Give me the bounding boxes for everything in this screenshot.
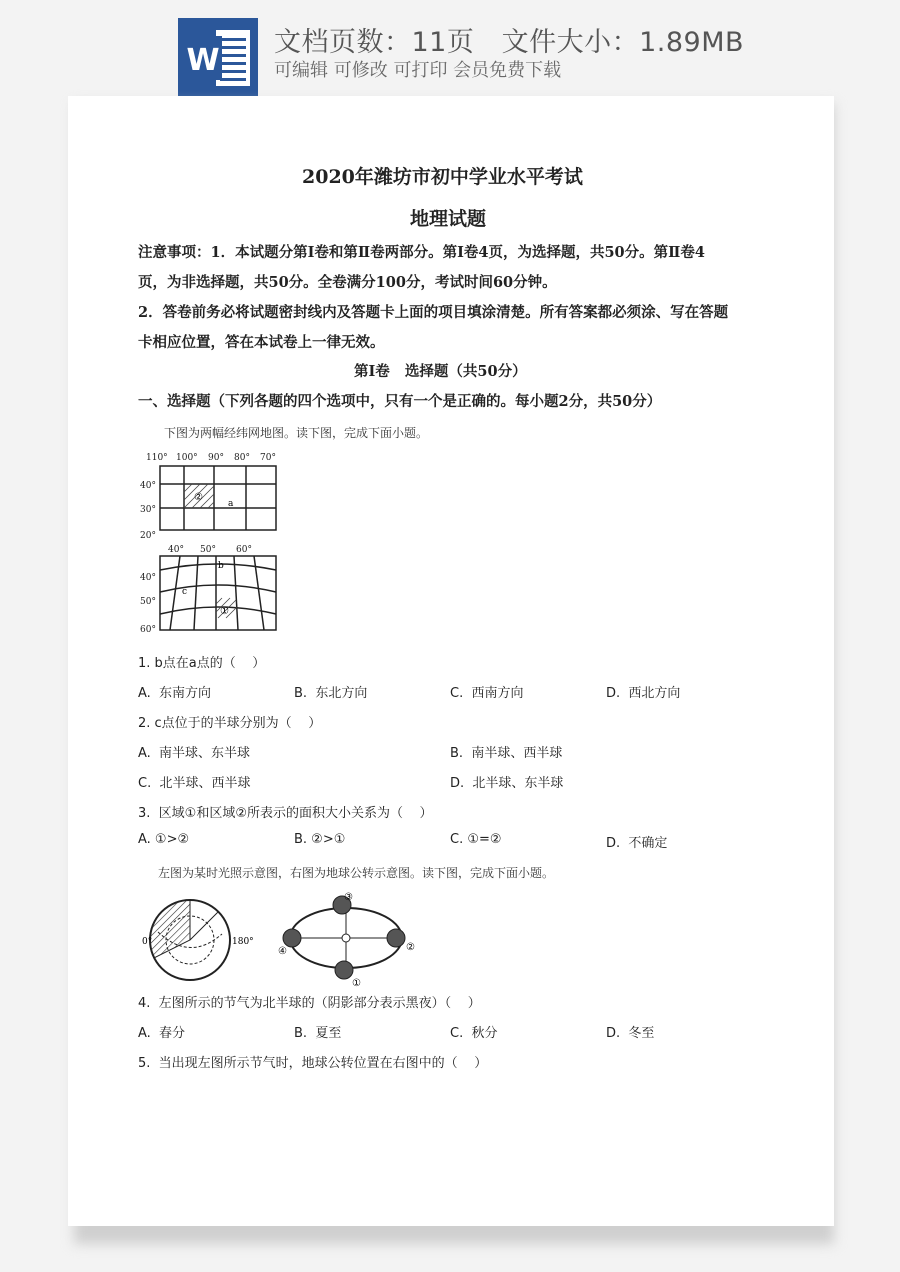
doc-features-line: 可编辑 可修改 可打印 会员免费下载 (274, 60, 562, 81)
orbit-diagram (274, 892, 424, 988)
q2-option-b: B. 南半球、西半球 (450, 746, 563, 761)
illum-label-0: 0° (142, 937, 153, 947)
illumination-diagram (138, 892, 258, 988)
section-heading: 第Ⅰ卷 选择题（共50分） (354, 363, 527, 380)
notice-1a: 注意事项：1．本试题分第Ⅰ卷和第Ⅱ卷两部分。第Ⅰ卷4页，为选择题，共50分。第Ⅱ卷4 (138, 244, 705, 261)
q4-option-d: D. 冬至 (606, 1026, 655, 1041)
question-2: 2. c点位于的半球分别为（ ） (138, 716, 322, 731)
map1-lat-label: 30° (140, 505, 156, 515)
map2-region-label: ① (220, 606, 229, 617)
orbit-pos-label: ③ (344, 892, 353, 903)
map2-lat-label: 40° (140, 573, 156, 583)
map1-lon-label: 90° (208, 453, 224, 463)
intro-text-2: 左图为某时光照示意图，右图为地球公转示意图。读下图，完成下面小题。 (158, 866, 555, 880)
question-5: 5. 当出现左图所示节气时，地球公转位置在右图中的（ ） (138, 1056, 488, 1071)
map1-lon-label: 100° (176, 453, 198, 463)
orbit-pos-label: ② (406, 942, 415, 953)
map1-lon-label: 110° (146, 453, 168, 463)
q1-option-d: D. 西北方向 (606, 686, 681, 701)
orbit-pos-label: ① (352, 978, 361, 988)
question-3: 3. 区域①和区域②所表示的面积大小关系为（ ） (138, 806, 433, 821)
q1-option-b: B. 东北方向 (294, 686, 368, 701)
q3-option-c: C. ①=② (450, 832, 502, 847)
map1-lat-label: 20° (140, 531, 156, 541)
q4-option-a: A. 春分 (138, 1026, 186, 1041)
graticule-map-2 (132, 540, 302, 640)
map1-region-label: ② (194, 492, 203, 503)
q4-option-b: B. 夏至 (294, 1026, 342, 1041)
q3-option-d: D. 不确定 (606, 836, 668, 851)
map2-lon-label: 40° (168, 545, 184, 555)
question-1: 1. b点在a点的（ ） (138, 656, 266, 671)
notice-1b: 页，为非选择题，共50分。全卷满分100分，考试时间60分钟。 (138, 274, 557, 291)
svg-text:W: W (186, 43, 220, 78)
doc-title: 2020年潍坊市初中学业水平考试 (302, 166, 583, 188)
header-banner (0, 0, 900, 96)
intro-text-1: 下图为两幅经纬网地图。读下图，完成下面小题。 (164, 426, 429, 440)
notice-2a: 2．答卷前务必将试题密封线内及答题卡上面的项目填涂清楚。所有答案都必须涂、写在答题 (138, 304, 729, 321)
q2-option-c: C. 北半球、西半球 (138, 776, 251, 791)
illum-label-180: 180° (232, 937, 254, 947)
question-4: 4. 左图所示的节气为北半球的（阴影部分表示黑夜）（ ） (138, 996, 481, 1011)
graticule-map-1 (132, 448, 302, 544)
part-heading: 一、选择题（下列各题的四个选项中，只有一个是正确的。每小题2分，共50分） (138, 393, 662, 410)
map1-lon-label: 70° (260, 453, 276, 463)
map2-point-b: b (218, 561, 224, 571)
word-doc-icon (178, 18, 258, 98)
q4-option-c: C. 秋分 (450, 1026, 498, 1041)
map2-lat-label: 60° (140, 625, 156, 635)
map1-lon-label: 80° (234, 453, 250, 463)
q3-option-b: B. ②>① (294, 832, 346, 847)
notice-2b: 卡相应位置，答在本试卷上一律无效。 (138, 334, 385, 351)
map2-lon-label: 50° (200, 545, 216, 555)
q3-option-a: A. ①>② (138, 832, 190, 847)
q2-option-a: A. 南半球、东半球 (138, 746, 251, 761)
map1-lat-label: 40° (140, 481, 156, 491)
map1-point-a: a (228, 499, 234, 509)
document-page (68, 96, 834, 1226)
q1-option-a: A. 东南方向 (138, 686, 212, 701)
map2-point-c: c (182, 587, 188, 597)
q1-option-c: C. 西南方向 (450, 686, 524, 701)
doc-subtitle: 地理试题 (410, 208, 487, 230)
orbit-pos-label: ④ (278, 946, 287, 957)
q2-option-d: D. 北半球、东半球 (450, 776, 564, 791)
doc-info-line: 文档页数：11页 文件大小：1.89MB (274, 27, 745, 58)
map2-lon-label: 60° (236, 545, 252, 555)
map2-lat-label: 50° (140, 597, 156, 607)
